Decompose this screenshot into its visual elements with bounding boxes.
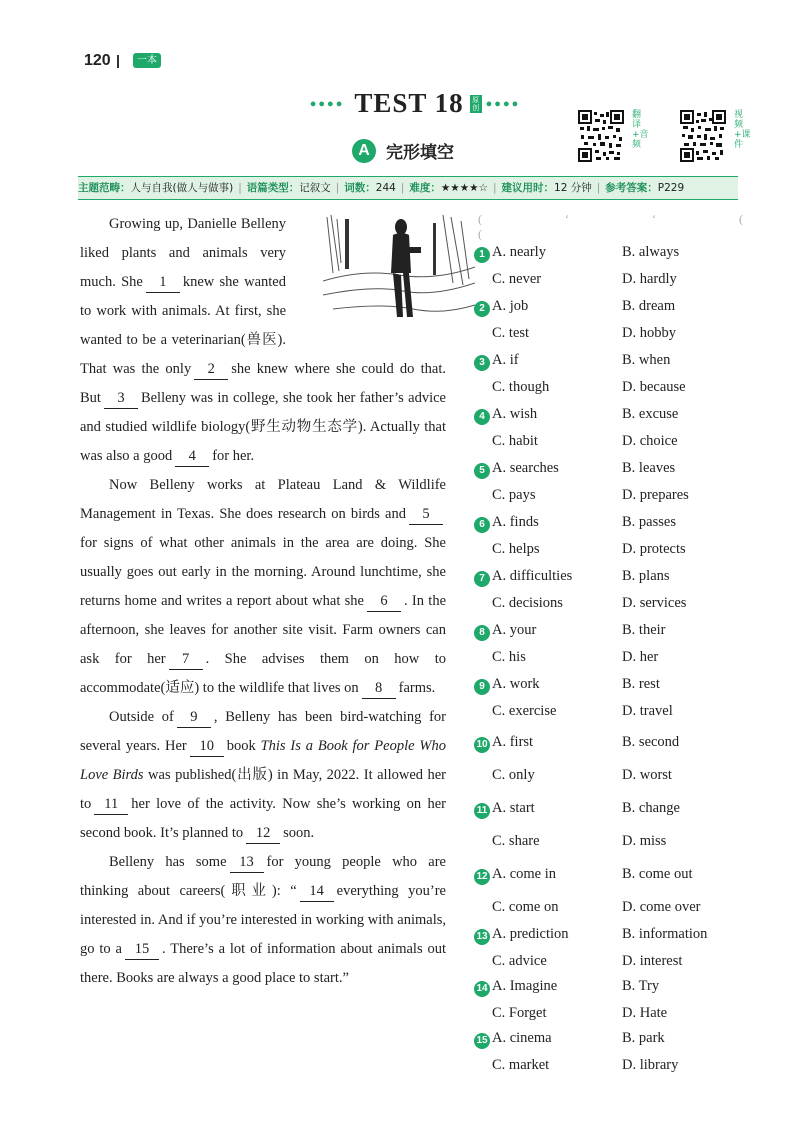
question-number-11: 11 [474,803,490,819]
q1-option-c[interactable]: C. never [492,271,542,287]
q12-option-c[interactable]: C. come on [492,899,559,915]
q8-option-c[interactable]: C. his [492,649,526,665]
blank-3[interactable]: 3 [104,388,138,409]
passage-text: , Belleny has been bird-watching for several years. Her [80,709,447,754]
q10-option-a[interactable]: A. first [492,734,534,750]
blank-14[interactable]: 14 [300,881,334,902]
woman-in-forest-illustration [294,213,446,331]
question-number-13: 13 [474,929,490,945]
q10-option-b[interactable]: B. second [622,734,680,750]
section-heading [352,138,454,163]
blank-5[interactable]: 5 [409,504,443,525]
q1-option-d[interactable]: D. hardly [622,271,677,287]
q6-option-a[interactable]: A. finds [492,514,539,530]
blank-12[interactable]: 12 [246,823,280,844]
passage-text: for signs of what other animals in the area are doing. She usually goes out early in the morning. Around lunchtime, she returns home and writes a report about what she [80,535,446,609]
q7-option-d[interactable]: D. services [622,595,687,611]
q14-option-d[interactable]: D. Hate [622,1005,668,1021]
q10-option-c[interactable]: C. only [492,767,535,783]
qr-code-translation[interactable] [578,110,624,162]
q4-option-b[interactable]: B. excuse [622,406,679,422]
decorative-arcs: ( ‘ ‘ ( ( [478,212,783,241]
blank-9[interactable]: 9 [177,707,211,728]
difficulty-key: 难度： [409,182,441,194]
blank-11[interactable]: 11 [94,794,128,815]
passage-paragraph-4 [80,848,446,993]
passage-text: Outside of [109,709,174,725]
passage-text: she knew where she could do that. But [80,361,446,406]
q13-option-c[interactable]: C. advice [492,953,547,969]
brand-logo: 一本 [133,53,161,68]
q4-option-d[interactable]: D. choice [622,433,678,449]
passage-text: Belleny has some [109,854,227,870]
q9-option-a[interactable]: A. work [492,676,540,692]
q1-option-b[interactable]: B. always [622,244,680,260]
qr-code-video[interactable] [680,110,726,162]
question-number-1: 1 [474,247,490,263]
blank-13[interactable]: 13 [230,852,264,873]
passage-text: her love of the activity. Now she’s working on her second book. It’s planned to [80,796,446,841]
q5-option-a[interactable]: A. searches [492,460,559,476]
q8-option-b[interactable]: B. their [622,622,666,638]
q15-option-a[interactable]: A. cinema [492,1030,552,1046]
q8-option-a[interactable]: A. your [492,622,537,638]
word-count-key: 词数： [344,182,376,194]
q7-option-a[interactable]: A. difficulties [492,568,573,584]
q11-option-c[interactable]: C. share [492,833,540,849]
blank-7[interactable]: 7 [169,649,203,670]
title-dots-right: ●●●● [485,97,521,110]
q14-option-c[interactable]: C. Forget [492,1005,547,1021]
cloze-passage [80,210,446,993]
answer-key: 参考答案： [605,182,658,194]
q2-option-c[interactable]: C. test [492,325,530,341]
q2-option-d[interactable]: D. hobby [622,325,676,341]
passage-paragraph-2 [80,471,446,703]
q5-option-d[interactable]: D. prepares [622,487,689,503]
q5-option-b[interactable]: B. leaves [622,460,676,476]
question-number-5: 5 [474,463,490,479]
test-title: TEST 18 [354,88,464,118]
question-number-7: 7 [474,571,490,587]
passage-paragraph-1 [80,210,446,471]
q8-option-d[interactable]: D. her [622,649,659,665]
original-badge: 原创 [470,95,482,113]
passage-text: . There’s a lot of information about animals out there. Books are always a good place to start.” [80,941,446,986]
page-number-divider [117,55,119,68]
q12-option-d[interactable]: D. come over [622,899,701,915]
passage-text: soon. [283,825,315,841]
theme-key: 主题范畴： [78,182,131,194]
q1-option-a[interactable]: A. nearly [492,244,546,260]
genre-key: 语篇类型： [246,182,300,194]
question-number-8: 8 [474,625,490,641]
blank-10[interactable]: 10 [190,736,224,757]
passage-text: for her. [212,448,255,464]
q14-option-b[interactable]: B. Try [622,978,660,994]
q13-option-b[interactable]: B. information [622,926,708,942]
difficulty-stars: ★★★★☆ [440,182,488,194]
q6-option-d[interactable]: D. protects [622,541,686,557]
section-letter-badge: A [352,139,376,163]
time-value: 12 分钟 [554,182,592,194]
q15-option-c[interactable]: C. market [492,1057,550,1073]
blank-4[interactable]: 4 [175,446,209,467]
section-title: 完形填空 [386,143,454,163]
passage-text: Belleny was in college, she took her father’s advice and studied wildlife biology(野生动物生态学). Actually that was also a good [80,390,446,464]
q2-option-a[interactable]: A. job [492,298,529,314]
test-title-row [270,88,560,119]
q11-option-d[interactable]: D. miss [622,833,667,849]
q4-option-a[interactable]: A. wish [492,406,538,422]
q3-option-d[interactable]: D. because [622,379,686,395]
passage-text: Growing up, Danielle Belleny liked plants and animals very much. She [80,216,286,290]
genre-value: 记叙文 [299,182,331,194]
question-number-9: 9 [474,679,490,695]
answer-page: P229 [657,182,685,194]
passage-text: everything you’re interested in. And if you’re interested in working with animals, go to a [80,883,446,957]
qr-code-icon [680,110,726,162]
q4-option-c[interactable]: C. habit [492,433,538,449]
passage-text: . She advises them on how to accommodate(适应) to the wildlife that lives on [80,651,446,696]
word-count-value: 244 [375,182,396,194]
blank-6[interactable]: 6 [367,591,401,612]
question-number-2: 2 [474,301,490,317]
blank-1[interactable]: 1 [146,272,180,293]
q7-option-b[interactable]: B. plans [622,568,670,584]
theme-value: 人与自我(做人与做事) [130,182,234,194]
passage-text: farms. [398,680,436,696]
passage-text: was published(出版) in May, 2022. It allowed her to [80,767,447,812]
question-number-4: 4 [474,409,490,425]
question-number-6: 6 [474,517,490,533]
title-dots-left: ●●●● [309,97,345,110]
q9-option-c[interactable]: C. exercise [492,703,557,719]
q13-option-a[interactable]: A. prediction [492,926,569,942]
passage-text: knew she wanted to work with animals. At first, she wanted to be a veterinarian(兽医). That was the only [80,274,286,377]
q3-option-c[interactable]: C. though [492,379,550,395]
question-number-15: 15 [474,1033,490,1049]
passage-text: book [226,738,256,754]
passage-text: . In the afternoon, she leaves for another site visit. Farm owners can ask for her [80,593,447,667]
question-number-14: 14 [474,981,490,997]
q6-option-b[interactable]: B. passes [622,514,676,530]
blank-2[interactable]: 2 [194,359,228,380]
q6-option-c[interactable]: C. helps [492,541,540,557]
qr-label-translation: 翻译+音频 [632,110,649,150]
blank-8[interactable]: 8 [362,678,396,699]
passage-text: for young people who are thinking about careers(职业): “ [80,854,446,899]
passage-paragraph-3 [80,703,446,848]
time-key: 建议用时： [501,182,555,194]
q15-option-d[interactable]: D. library [622,1057,679,1073]
passage-text: Now Belleny works at Plateau Land & Wildlife Management in Texas. She does research on birds and [80,477,446,522]
q10-option-d[interactable]: D. worst [622,767,672,783]
q12-option-b[interactable]: B. come out [622,866,693,882]
q3-option-b[interactable]: B. when [622,352,671,368]
info-bar: 主题范畴：人与自我(做人与做事) | 语篇类型：记叙文 | 词数：244 | 难度：★★★★☆ | 建议用时：12 分钟 | 参考答案：P229 [78,176,738,200]
q12-option-a[interactable]: A. come in [492,866,557,882]
q3-option-a[interactable]: A. if [492,352,519,368]
book-title: This Is a Book for People Who Love Birds [80,738,446,783]
q9-option-b[interactable]: B. rest [622,676,660,692]
q7-option-c[interactable]: C. decisions [492,595,563,611]
qr-label-video: 视频+课件 [734,110,751,150]
page-number: 120 [84,52,111,69]
blank-15[interactable]: 15 [125,939,159,960]
q5-option-c[interactable]: C. pays [492,487,536,503]
q11-option-b[interactable]: B. change [622,800,680,816]
q9-option-d[interactable]: D. travel [622,703,673,719]
q11-option-a[interactable]: A. start [492,800,535,816]
question-number-3: 3 [474,355,490,371]
qr-code-icon [578,110,624,162]
question-number-10: 10 [474,737,490,753]
question-number-12: 12 [474,869,490,885]
q13-option-d[interactable]: D. interest [622,953,683,969]
q2-option-b[interactable]: B. dream [622,298,676,314]
q14-option-a[interactable]: A. Imagine [492,978,558,994]
q15-option-b[interactable]: B. park [622,1030,665,1046]
